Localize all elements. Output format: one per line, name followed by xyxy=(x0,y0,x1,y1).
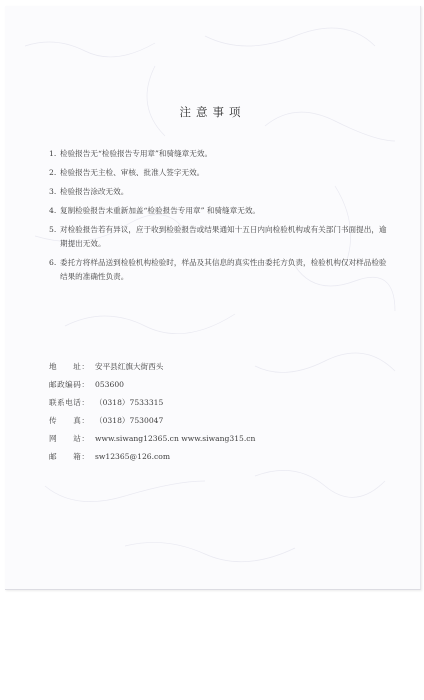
contact-value: www.siwang12365.cn www.siwang315.cn xyxy=(95,434,256,443)
contact-label: 联系电话： xyxy=(49,398,90,407)
notice-text: 检验报告无主检、审核、批准人签字无效。 xyxy=(60,168,205,177)
notice-item xyxy=(49,256,389,284)
contact-postcode xyxy=(49,376,349,394)
contact-phone xyxy=(49,394,349,412)
contact-info xyxy=(49,358,349,466)
contact-email xyxy=(49,448,349,466)
notice-number: 2. xyxy=(49,168,57,177)
notice-item xyxy=(49,223,389,251)
contact-value: 安平县红旗大街西头 xyxy=(95,362,164,371)
notice-text: 检验报告涂改无效。 xyxy=(60,187,129,196)
contact-label: 传 真： xyxy=(49,416,90,425)
contact-label: 网 站： xyxy=(49,434,90,443)
notice-item xyxy=(49,185,389,199)
notice-item xyxy=(49,204,389,218)
contact-value: sw12365@126.com xyxy=(95,452,171,461)
notice-item xyxy=(49,147,389,161)
paper-texture xyxy=(5,6,420,589)
contact-label: 邮 箱： xyxy=(49,452,90,461)
notice-number: 4. xyxy=(49,206,57,215)
contact-website xyxy=(49,430,349,448)
notice-number: 5. xyxy=(49,225,57,234)
notice-list xyxy=(49,147,389,289)
contact-value: 053600 xyxy=(95,380,124,389)
notice-text: 检验报告无“检验报告专用章”和骑缝章无效。 xyxy=(60,149,213,158)
contact-value: （0318）7530047 xyxy=(95,416,164,425)
notice-number: 1. xyxy=(49,149,57,158)
notice-number: 6. xyxy=(49,258,57,267)
notice-text: 委托方将样品送到检验机构检验时，样品及其信息的真实性由委托方负责，检验机构仅对样品检验结果的准确性负责。 xyxy=(60,258,387,281)
notice-number: 3. xyxy=(49,187,57,196)
document-page xyxy=(5,6,421,590)
contact-label: 邮政编码： xyxy=(49,380,90,389)
contact-label: 地 址： xyxy=(49,362,90,371)
contact-fax xyxy=(49,412,349,430)
notice-text: 对检验报告若有异议，应于收到检验报告或结果通知十五日内向检验机构或有关部门书面提出，逾期提出无效。 xyxy=(60,225,387,248)
notice-text: 复制检验报告未重新加盖“检验报告专用章” 和骑缝章无效。 xyxy=(60,206,261,215)
contact-address xyxy=(49,358,349,376)
page-title: 注意事项 xyxy=(179,105,246,119)
notice-item xyxy=(49,166,389,180)
contact-value: （0318）7533315 xyxy=(95,398,164,407)
